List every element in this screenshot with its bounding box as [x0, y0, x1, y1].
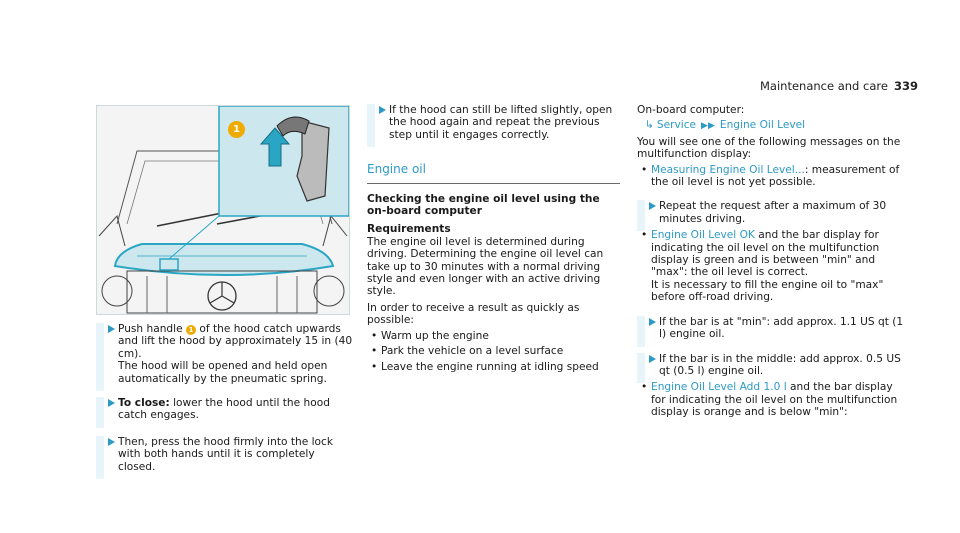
- list-item: • Park the vehicle on a level surface: [367, 345, 620, 357]
- step-add-middle: [637, 353, 909, 378]
- column-2: [367, 104, 620, 376]
- requirements-text: The engine oil level is determined during driving. Determining the engine oil level can take up to 30 minutes with a normal driving style and even longer with an active driving style.: [367, 235, 604, 298]
- callout-1-badge-inline: 1: [186, 325, 196, 335]
- message-list-2: [637, 229, 909, 303]
- step-arrow-icon: [648, 354, 657, 364]
- step-arrow-icon: [107, 324, 116, 334]
- step-arrow-icon: [648, 317, 657, 327]
- step-arrow-icon: [648, 201, 657, 211]
- message-add: Engine Oil Level Add 1.0 l: [651, 381, 787, 394]
- step-close-hood: [96, 397, 354, 422]
- step-text: Then, press the hood firmly into the lock with both hands until it is completely closed.: [118, 435, 333, 473]
- list-item: • Leave the engine running at idling speed: [367, 361, 620, 373]
- page-number: 339: [893, 79, 918, 93]
- step-press-hood: [96, 436, 354, 473]
- step-text: If the bar is in the middle: add approx. 0.5 US qt (0.5 l) engine oil.: [659, 352, 901, 377]
- step-bar: [637, 353, 645, 384]
- step-push-handle: [96, 323, 354, 385]
- nav-path: [637, 119, 909, 132]
- message-ok-desc: and the bar display for indicating the oil level on the multifunction display is green and is between "min" and "max": the oil level is correct.: [651, 229, 880, 279]
- obc-label: On-board computer:: [637, 104, 745, 116]
- list-item: • Warm up the engine: [367, 330, 620, 342]
- step-arrow-icon: [107, 437, 116, 447]
- hood-illustration: [96, 105, 350, 315]
- step-text: [118, 397, 354, 422]
- step-bold-label: To close:: [118, 397, 170, 410]
- step-arrow-icon: [107, 398, 116, 408]
- requirements-text-2: In order to receive a result as quickly as possible:: [367, 301, 580, 327]
- subheading: Checking the engine oil level using the on-board computer: [367, 192, 600, 218]
- step-text-post: of the hood catch upwards and lift the hood by approximately 15 in (40 cm).: [118, 323, 353, 360]
- column-3: [637, 104, 909, 422]
- message-add-desc: and the bar display for indicating the oil level on the multifunction display is orange and is below "min":: [651, 381, 898, 419]
- return-arrow-icon: ↳: [645, 119, 654, 132]
- display-text: You will see one of the following messages on the multifunction display:: [637, 135, 901, 161]
- step-text: [118, 323, 354, 360]
- message-ok: Engine Oil Level OK: [651, 229, 755, 242]
- page-header: [760, 79, 918, 93]
- message-ok-note: It is necessary to fill the engine oil to "max" before off-road driving.: [651, 278, 884, 304]
- step-text-body: lower the hood until the hood catch engages.: [118, 397, 330, 422]
- list-item: [637, 381, 909, 418]
- step-text: Repeat the request after a maximum of 30 minutes driving.: [659, 200, 887, 225]
- step-bar: [96, 436, 104, 479]
- step-arrow-icon: [378, 105, 387, 115]
- message-list-1: [637, 164, 909, 189]
- vehicle-front-drawing: [97, 106, 349, 314]
- step-bar: [637, 200, 645, 231]
- step-text-line2: The hood will be opened and held open automatically by the pneumatic spring.: [118, 360, 328, 385]
- step-bar: [96, 397, 104, 428]
- double-chevron-icon: ▶▶: [701, 121, 715, 132]
- message-measuring: Measuring Engine Oil Level...: [651, 163, 805, 176]
- step-repeat-open: [367, 104, 620, 141]
- message-measuring-desc: : measurement of the oil level is not yet possible.: [651, 163, 900, 189]
- list-item: [637, 164, 909, 189]
- column-1: [96, 323, 354, 485]
- nav-service: Service: [656, 119, 697, 132]
- callout-1-badge: 1: [228, 121, 245, 138]
- header-title: Maintenance and care: [760, 79, 888, 93]
- requirements-list: [367, 330, 620, 373]
- message-list-3: [637, 381, 909, 418]
- nav-engine-oil-level: Engine Oil Level: [719, 119, 806, 132]
- section-title-engine-oil: Engine oil: [367, 163, 620, 183]
- step-text: If the bar is at "min": add approx. 1.1 US qt (1 l) engine oil.: [659, 315, 904, 341]
- requirements-title: Requirements: [367, 223, 451, 236]
- step-text-pre: Push handle: [118, 323, 186, 335]
- step-bar: [637, 316, 645, 347]
- step-text: If the hood can still be lifted slightly, open the hood again and repeat the previous step until it engages correctly.: [389, 104, 613, 141]
- list-item: [637, 229, 909, 303]
- step-bar: [367, 104, 375, 147]
- step-bar: [96, 323, 104, 391]
- step-add-min: [637, 316, 909, 341]
- step-repeat-request: [637, 200, 909, 225]
